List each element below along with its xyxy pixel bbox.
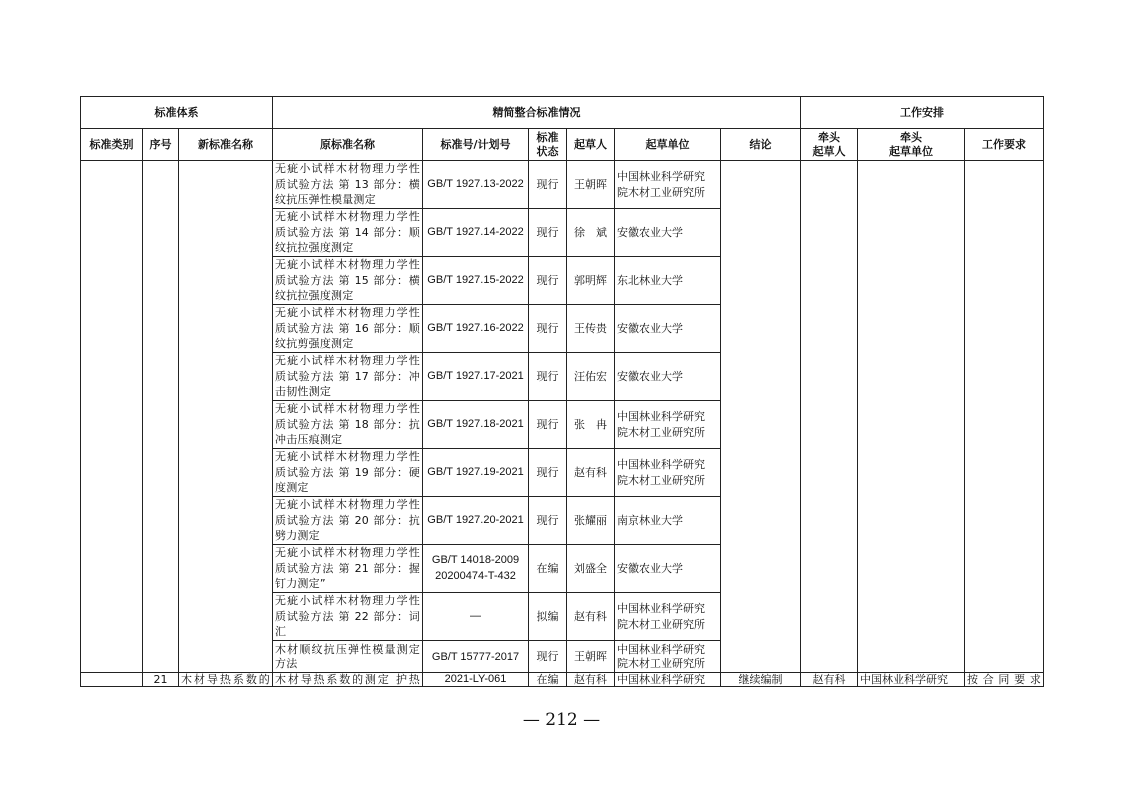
cell-std-no	[423, 257, 529, 305]
cell-drafter	[567, 673, 615, 687]
cell-text: 木材导热系数的	[181, 673, 271, 686]
cell-draft-unit	[615, 161, 721, 209]
table-row	[81, 161, 1044, 209]
cell-text: 院木材工业研究所	[617, 185, 706, 199]
cell-text: 2021-LY-061	[444, 673, 507, 685]
cell-text: 在编	[536, 673, 559, 686]
cell-status	[529, 353, 567, 401]
cell-drafter	[567, 305, 615, 353]
col-lead-drafter: 牵头 起草人	[801, 129, 858, 161]
cell-text: GB/T 15777-2017	[431, 650, 520, 663]
cell-draft-unit	[615, 593, 721, 641]
cell-text: GB/T 1927.18-2021	[427, 417, 524, 430]
cell-text: GB/T 1927.20-2021	[427, 513, 524, 526]
cell-text: GB/T 1927.13-2022	[427, 177, 524, 190]
cell-text: 中国林业科学研究	[860, 673, 949, 686]
cell-lead-drafter	[801, 161, 858, 673]
cell-status	[529, 305, 567, 353]
cell-status	[529, 161, 567, 209]
cell-std-no	[423, 641, 529, 673]
group-standard-system: 标准体系	[81, 97, 273, 129]
cell-text: 无疵小试样木材物理力学性	[275, 450, 421, 464]
cell-orig-name	[273, 353, 423, 401]
cell-text: 现行	[536, 649, 559, 663]
cell-requirement	[965, 673, 1044, 687]
cell-new-name	[179, 673, 273, 687]
cell-text: 无疵小试样木材物理力学性	[275, 594, 421, 608]
cell-requirement	[965, 161, 1044, 673]
cell-orig-name	[273, 545, 423, 593]
header-column-row	[81, 129, 1044, 161]
cell-text: GB/T 1927.17-2021	[427, 369, 524, 382]
cell-text: 无疵小试样木材物理力学性	[275, 210, 421, 224]
cell-seq	[143, 161, 179, 673]
cell-text: 院木材工业研究所	[617, 425, 706, 439]
cell-text: 质试验方法 第 15 部分：横	[275, 273, 421, 287]
cell-text: —	[470, 609, 482, 622]
group-work-arrangement: 工作安排	[801, 97, 1044, 129]
cell-status	[529, 673, 567, 687]
cell-conclusion	[721, 161, 801, 673]
cell-std-no	[423, 161, 529, 209]
cell-text: 中国林业科学研究	[617, 642, 706, 656]
cell-text: GB/T 1927.14-2022	[427, 225, 524, 238]
cell-text: 现行	[536, 465, 559, 479]
cell-text: 东北林业大学	[617, 273, 684, 287]
cell-text: GB/T 1927.16-2022	[427, 321, 524, 334]
cell-drafter	[567, 401, 615, 449]
cell-orig-name	[273, 305, 423, 353]
cell-std-no	[423, 449, 529, 497]
cell-drafter	[567, 257, 615, 305]
cell-draft-unit	[615, 545, 721, 593]
cell-text: 现行	[536, 369, 559, 383]
cell-orig-name	[273, 449, 423, 497]
cell-text: 纹抗拉强度测定	[275, 289, 354, 303]
cell-status	[529, 545, 567, 593]
cell-drafter	[567, 353, 615, 401]
cell-text: 郭明辉	[574, 273, 608, 287]
cell-text: 现行	[536, 225, 559, 239]
cell-status	[529, 209, 567, 257]
col-std-no: 标准号/计划号	[423, 129, 529, 161]
cell-text: 质试验方法 第 21 部分：握	[275, 561, 421, 575]
cell-text: 安徽农业大学	[617, 225, 684, 239]
cell-text: 方法	[275, 656, 298, 670]
col-drafter: 起草人	[567, 129, 615, 161]
cell-text: 质试验方法 第 14 部分：顺	[275, 225, 421, 239]
cell-status	[529, 401, 567, 449]
cell-orig-name	[273, 641, 423, 673]
cell-text: 安徽农业大学	[617, 369, 684, 383]
cell-text: 20200474-T-432	[435, 569, 516, 582]
cell-text: 南京林业大学	[617, 513, 684, 527]
cell-text: 现行	[536, 321, 559, 335]
cell-text: 院木材工业研究所	[617, 617, 706, 631]
cell-text: 纹抗拉强度测定	[275, 241, 354, 255]
cell-orig-name	[273, 257, 423, 305]
cell-text: 现行	[536, 273, 559, 287]
cell-text: 木材导热系数的测定 护热	[275, 673, 421, 686]
cell-draft-unit	[615, 257, 721, 305]
cell-text: 钉力测定”	[275, 577, 326, 591]
cell-text: 汪佑宏	[574, 369, 608, 383]
cell-draft-unit	[615, 209, 721, 257]
cell-text: 张 冉	[574, 417, 608, 431]
table-row	[81, 673, 1044, 687]
cell-category	[81, 673, 143, 687]
cell-status	[529, 449, 567, 497]
col-draft-unit: 起草单位	[615, 129, 721, 161]
cell-text: 王朝晖	[574, 177, 608, 191]
cell-text: 无疵小试样木材物理力学性	[275, 354, 421, 368]
cell-orig-name	[273, 401, 423, 449]
cell-draft-unit	[615, 305, 721, 353]
cell-orig-name	[273, 593, 423, 641]
cell-std-no	[423, 209, 529, 257]
cell-status	[529, 641, 567, 673]
cell-text: 质试验方法 第 16 部分：顺	[275, 321, 421, 335]
cell-text: GB/T 14018-2009	[431, 554, 520, 566]
cell-text: 现行	[536, 177, 559, 191]
page-number: — 212 —	[522, 710, 601, 730]
cell-lead-unit	[858, 673, 965, 687]
cell-text: 安徽农业大学	[617, 561, 684, 575]
cell-text: 质试验方法 第 18 部分：抗	[275, 417, 421, 431]
cell-draft-unit	[615, 641, 721, 673]
cell-text: 无疵小试样木材物理力学性	[275, 258, 421, 272]
header-group-row	[81, 97, 1044, 129]
cell-text: 中国林业科学研究	[617, 458, 706, 471]
cell-text: 按合同要求	[967, 673, 1042, 686]
cell-text: 质试验方法 第 22 部分：词	[275, 609, 421, 623]
cell-std-no	[423, 497, 529, 545]
cell-text: 击韧性测定	[275, 385, 332, 399]
col-requirement: 工作要求	[965, 129, 1044, 161]
cell-text: 冲击压痕测定	[275, 433, 343, 447]
cell-draft-unit	[615, 497, 721, 545]
cell-text: 无疵小试样木材物理力学性	[275, 162, 421, 176]
cell-drafter	[567, 641, 615, 673]
cell-text: 中国林业科学研究	[617, 673, 706, 686]
cell-text: 安徽农业大学	[617, 321, 684, 335]
cell-text: 继续编制	[738, 673, 783, 686]
cell-text: 质试验方法 第 17 部分：冲	[275, 369, 421, 383]
cell-std-no	[423, 673, 529, 687]
cell-drafter	[567, 209, 615, 257]
cell-text: 王朝晖	[574, 649, 608, 663]
col-new-name: 新标准名称	[179, 129, 273, 161]
cell-text: 质试验方法 第 13 部分：横	[275, 177, 421, 191]
cell-text: 无疵小试样木材物理力学性	[275, 306, 421, 320]
cell-new-name	[179, 161, 273, 673]
col-lead-unit: 牵头 起草单位	[858, 129, 965, 161]
cell-text: 现行	[536, 417, 559, 431]
group-streamline-status: 精简整合标准情况	[273, 97, 801, 129]
col-conclusion: 结论	[721, 129, 801, 161]
cell-text: 赵有科	[574, 465, 608, 479]
cell-draft-unit	[615, 673, 721, 687]
cell-orig-name	[273, 497, 423, 545]
cell-text: 中国林业科学研究	[617, 170, 706, 183]
cell-text: 张耀丽	[574, 513, 608, 527]
cell-lead-unit	[858, 161, 965, 673]
cell-text: 赵有科	[812, 673, 846, 686]
cell-text: 度测定	[275, 481, 309, 495]
cell-status	[529, 497, 567, 545]
cell-text: 21	[153, 673, 168, 686]
cell-text: 无疵小试样木材物理力学性	[275, 546, 421, 560]
cell-text: 现行	[536, 513, 559, 527]
cell-draft-unit	[615, 353, 721, 401]
cell-text: 赵有科	[574, 673, 608, 686]
cell-drafter	[567, 497, 615, 545]
cell-std-no	[423, 353, 529, 401]
cell-text: 无疵小试样木材物理力学性	[275, 402, 421, 416]
cell-text: 院木材工业研究所	[617, 473, 706, 487]
cell-text: 赵有科	[574, 609, 608, 623]
cell-category	[81, 161, 143, 673]
cell-std-no	[423, 401, 529, 449]
cell-text: 汇	[275, 625, 287, 639]
cell-orig-name	[273, 209, 423, 257]
standards-table	[80, 96, 1044, 687]
cell-std-no	[423, 545, 529, 593]
cell-text: 在编	[536, 561, 559, 575]
col-status: 标准 状态	[529, 129, 567, 161]
cell-seq	[143, 673, 179, 687]
cell-std-no	[423, 305, 529, 353]
cell-text: GB/T 1927.15-2022	[427, 273, 524, 286]
cell-text: 质试验方法 第 19 部分：硬	[275, 465, 421, 479]
cell-text: 中国林业科学研究	[617, 410, 706, 423]
col-orig-name: 原标准名称	[273, 129, 423, 161]
cell-text: GB/T 1927.19-2021	[427, 465, 524, 478]
cell-draft-unit	[615, 401, 721, 449]
cell-std-no	[423, 593, 529, 641]
cell-drafter	[567, 593, 615, 641]
cell-text: 院木材工业研究所	[617, 656, 706, 670]
cell-draft-unit	[615, 449, 721, 497]
cell-text: 徐 斌	[574, 225, 608, 239]
cell-status	[529, 257, 567, 305]
cell-orig-name	[273, 673, 423, 687]
cell-drafter	[567, 161, 615, 209]
col-category: 标准类别	[81, 129, 143, 161]
col-seq: 序号	[143, 129, 179, 161]
cell-drafter	[567, 449, 615, 497]
cell-text: 纹抗剪强度测定	[275, 337, 354, 351]
cell-lead-drafter	[801, 673, 858, 687]
cell-text: 质试验方法 第 20 部分：抗	[275, 513, 421, 527]
cell-orig-name	[273, 161, 423, 209]
cell-text: 王传贵	[574, 321, 608, 335]
cell-text: 中国林业科学研究	[617, 602, 706, 615]
cell-text: 拟编	[536, 609, 559, 623]
cell-status	[529, 593, 567, 641]
cell-text: 木材顺纹抗压弹性模量测定	[275, 642, 421, 656]
cell-text: 无疵小试样木材物理力学性	[275, 498, 421, 512]
cell-conclusion	[721, 673, 801, 687]
cell-text: 刘盛全	[574, 561, 608, 575]
cell-text: 劈力测定	[275, 529, 320, 543]
cell-drafter	[567, 545, 615, 593]
cell-text: 纹抗压弹性模量测定	[275, 193, 376, 207]
